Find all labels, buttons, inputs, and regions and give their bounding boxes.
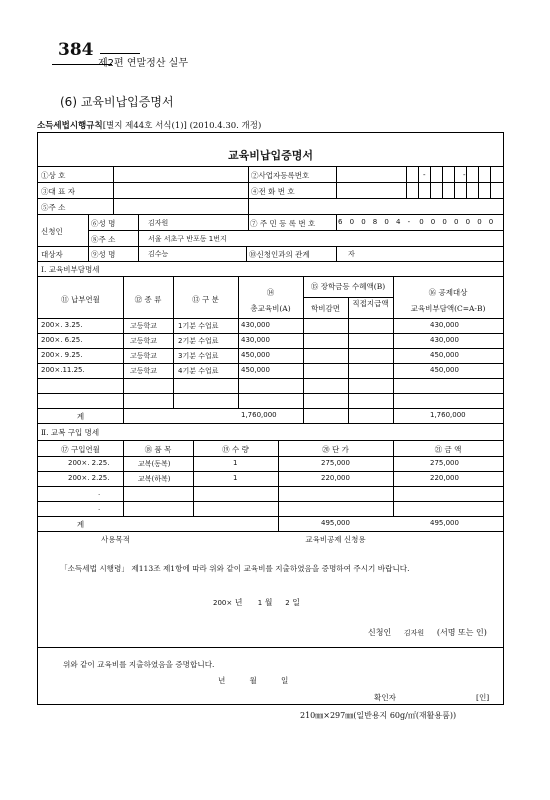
date-day: 2 [285,599,290,607]
label-biz-no: ②사업자등록번호 [251,171,310,180]
label-phone: ④전 화 번 호 [251,187,295,196]
col-scholarship: ⑮ 장학금등 수혜액(B) [310,282,386,291]
part2-sum-label: 계 [76,520,85,529]
part1-row-total: 430,000 [241,336,270,344]
rrn-digit: - [407,218,411,226]
part1-sum-total: 1,760,000 [241,411,277,419]
applicant-signature-line [368,627,487,638]
part2-row-amount: 220,000 [430,474,459,482]
part1-row-division: 1기분 수업료 [178,322,219,330]
label-applicant-address: ⑧주 소 [91,235,116,244]
col-qty: ⑲ 수 량 [222,445,249,454]
rrn-digit: 0 [454,218,459,226]
label-applicant: 신청인 [41,227,63,236]
label-target-name: ⑨성 명 [91,250,116,259]
col-pay-date: ⑪ 납부연월 [61,295,100,304]
seal-mark: [인] [476,693,490,702]
part1-row-kind: 고등학교 [130,367,158,375]
col-buy-date: ⑰ 구입연월 [61,445,100,454]
target-name: 김수능 [148,250,169,258]
relation-value: 자 [348,250,355,258]
applicant-sign-label: 신청인 [368,628,392,637]
part1-row-pay-date: 200×.11.25. [41,366,85,374]
label-relation: ⑩신청인과의 관계 [249,250,310,259]
part2-row-qty: 1 [233,474,238,482]
rrn-digits [338,218,503,230]
col-scholar-reduction: 학비감면 [311,304,340,313]
page-header [30,40,330,70]
statement-text: 「소득세법 시행령」 제113조 제1항에 따라 위와 같이 교육비를 지출하였음을 증명하여 주시기 바랍니다. [60,564,410,573]
rrn-digit: 0 [384,218,389,226]
part1-row-kind: 고등학교 [130,322,158,330]
part2-row-buy-date: . [98,489,101,497]
part2-heading: Ⅱ. 교복 구입 명세 [41,428,100,437]
part1-sum-label: 계 [76,412,85,421]
part1-row-division: 3기분 수업료 [178,352,219,360]
biz-no-dash: - [423,170,426,179]
rrn-digit: 0 [477,218,482,226]
part2-row-item: 교복(하복) [138,475,171,483]
part1-row-deduct: 430,000 [430,336,459,344]
request-date [213,597,300,608]
part1-row-deduct: 450,000 [430,351,459,359]
page-number: 384 [58,40,94,60]
part1-row-deduct: 430,000 [430,321,459,329]
col-deduct: 교육비부담액(C=A-B) [410,304,486,313]
part1-row-pay-date: 200×. 6.25. [41,336,83,344]
col-kind: ⑫ 종 류 [134,295,162,304]
part2-sum-price: 495,000 [321,519,350,527]
part1-row-pay-date: 200×. 3.25. [41,321,83,329]
rrn-digit: 0 [419,218,424,226]
form-title: 교육비납입증명서 [227,149,313,162]
date-year-unit: 년 [234,598,243,607]
confirm-date: 년 월 일 [218,676,289,685]
part2-row-buy-date: 200×. 2.25. [68,459,110,467]
part1-row-kind: 고등학교 [130,337,158,345]
part2-row-price: 220,000 [321,474,350,482]
date-month-unit: 월 [264,598,273,607]
label-representative: ③대 표 자 [41,187,76,196]
col-amount: ㉑ 금 액 [434,445,462,454]
date-month: 1 [257,599,263,607]
rrn-digit: 0 [361,218,366,226]
confirmer-label: 확인자 [374,693,397,702]
col-item: ⑱ 품 목 [144,445,172,454]
part1-row-division: 2기분 수업료 [178,337,219,345]
section-title: (6) 교육비납입증명서 [60,95,174,109]
col-scholar-direct: 직접지급액 [352,299,389,308]
part2-row-price: 275,000 [321,459,350,467]
part2-row-item: 교복(동복) [138,460,171,468]
part2-row-qty: 1 [233,459,238,467]
part2-row-buy-date: 200×. 2.25. [68,474,110,482]
applicant-address: 서울 서초구 반포동 1번지 [148,235,227,243]
col-price: ⑳ 단 가 [322,445,349,454]
biz-no-dash: - [463,170,466,179]
label-rrn: ⑦ 주 민 등 록 번 호 [250,219,316,228]
col-division: ⑬ 구 분 [192,295,219,304]
rrn-digit: 0 [442,218,447,226]
col-total-num: ⑭ [266,288,275,297]
col-total: 총교육비(A) [250,304,291,313]
part2-sum-amount: 495,000 [430,519,459,527]
label-address: ⑤주 소 [41,203,66,212]
date-day-unit: 일 [292,598,300,607]
label-target: 대상자 [41,250,63,259]
rrn-digit: 6 [338,218,343,226]
label-applicant-name: ⑥성 명 [91,219,116,228]
purpose-value: 교육비공제 신청용 [305,535,366,544]
date-year: 200× [213,599,233,607]
part1-row-total: 450,000 [241,366,270,374]
law-reference [37,119,261,131]
rrn-digit: 0 [465,218,471,226]
col-deduct-num: ⑯ 공제대상 [428,288,468,297]
rrn-digit: 0 [349,218,355,226]
certificate-form [37,132,504,705]
part1-heading: Ⅰ. 교육비부담명세 [41,265,100,274]
paper-size-footer: 210㎜×297㎜(일반용지 60g/㎡(재활용품)) [300,711,457,720]
part1-row-kind: 고등학교 [130,352,158,360]
rrn-digit: 4 [396,218,401,226]
purpose-label: 사용목적 [101,535,130,544]
part2-row-amount: 275,000 [430,459,459,467]
part1-row-deduct: 450,000 [430,366,459,374]
chapter-title: 제2편 연말정산 실무 [98,58,188,69]
law-name: 소득세법시행규칙 [37,121,103,131]
part1-row-total: 450,000 [241,351,270,359]
part2-row-buy-date: . [98,504,101,512]
part1-sum-deduct: 1,760,000 [430,411,466,419]
signature-note: (서명 또는 인) [436,628,487,637]
rrn-digit: 0 [488,218,494,226]
confirm-text: 위와 같이 교육비를 지출하였음을 증명합니다. [63,660,215,669]
part1-row-pay-date: 200×. 9.25. [41,351,83,359]
rrn-digit: 0 [430,218,436,226]
applicant-name: 김자원 [148,219,169,227]
part1-row-total: 430,000 [241,321,270,329]
label-company: ①상 호 [41,171,66,180]
law-form-number: [별지 제44호 서식(1)] (2010.4.30. 개정) [102,121,262,131]
rrn-digit: 8 [372,218,378,226]
part1-row-division: 4기분 수업료 [178,367,219,375]
applicant-sign-name: 김자원 [403,629,425,637]
